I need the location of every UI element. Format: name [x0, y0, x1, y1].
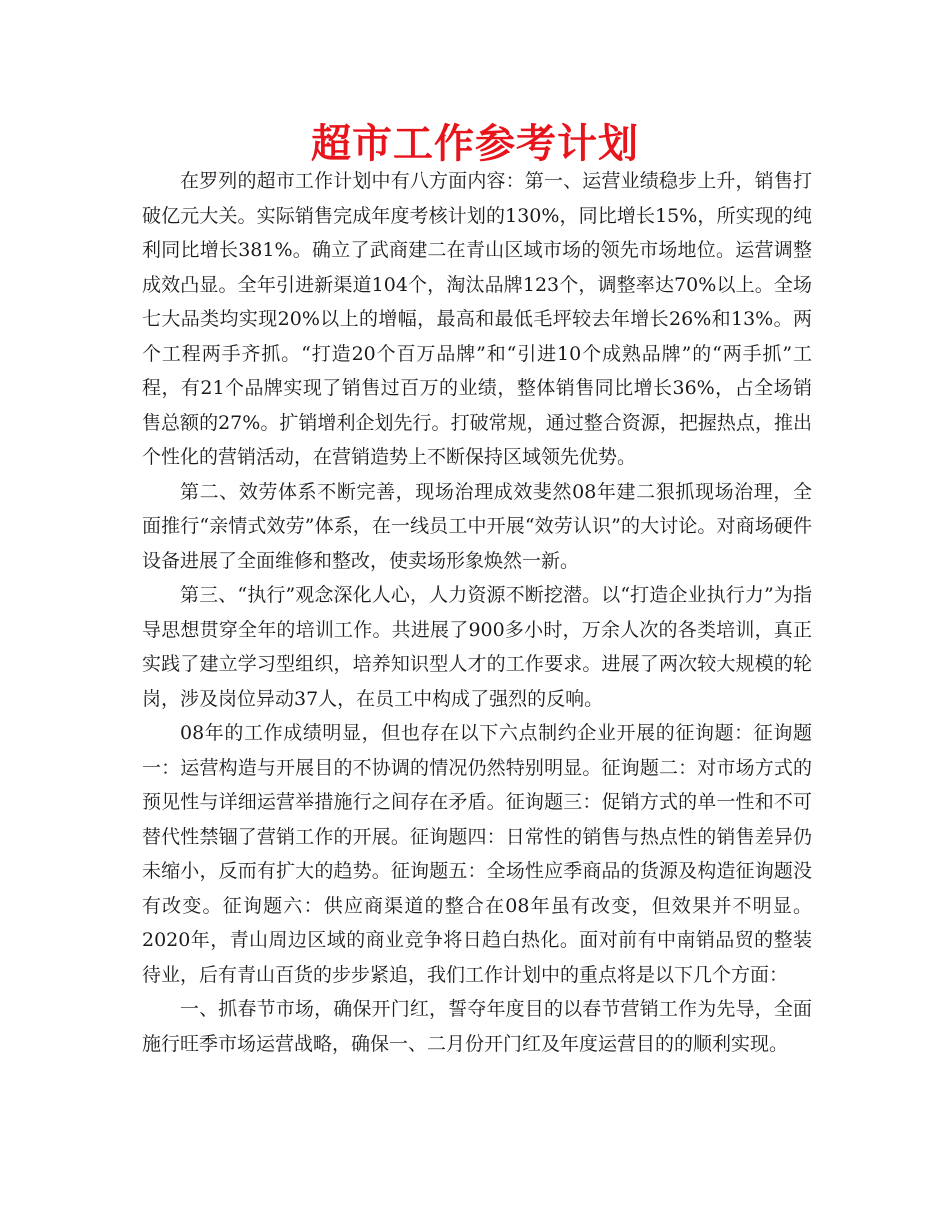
- document-title: 超市工作参考计划: [311, 120, 639, 167]
- paragraph-2: 第二、效劳体系不断完善，现场治理成效斐然08年建二狠抓现场治理，全面推行“亲情式效劳”体系，在一线员工中开展“效劳认识”的大讨论。对商场硬件设备进展了全面维修和整改，使卖场形象焕然一新。: [142, 480, 812, 572]
- paragraph-1: 在罗列的超市工作计划中有八方面内容：第一、运营业绩稳步上升，销售打破亿元大关。实际销售完成年度考核计划的130%，同比增长15%，所实现的纯利同比增长381%。确立了武商建二在青山区域市场的领先市场地位。运营调整成效凸显。全年引进新渠道104个，淘汰品牌123个，调整率达70%以上。全场七大品类均实现20%以上的增幅，最高和最低毛坪较去年增长26%和13%。两个工程两手齐抓。“打造20个百万品牌”和“引进10个成熟品牌”的“两手抓”工程，有21个品牌实现了销售过百万的业绩，整体销售同比增长36%，占全场销售总额的27%。扩销增利企划先行。打破常规，通过整合资源，把握热点，推出个性化的营销活动，在营销造势上不断保持区域领先优势。: [142, 170, 812, 468]
- paragraph-4: 08年的工作成绩明显，但也存在以下六点制约企业开展的征询题：征询题一：运营构造与开展目的不协调的情况仍然特别明显。征询题二：对市场方式的预见性与详细运营举措施行之间存在矛盾。征询题三：促销方式的单一性和不可替代性禁锢了营销工作的开展。征询题四：日常性的销售与热点性的销售差异仍未缩小，反而有扩大的趋势。征询题五：全场性应季商品的货源及构造征询题没有改变。征询题六：供应商渠道的整合在08年虽有改变，但效果并不明显。2020年，青山周边区域的商业竞争将日趋白热化。面对前有中南销品贸的整装待业，后有青山百货的步步紧追，我们工作计划中的重点将是以下几个方面：: [142, 722, 812, 986]
- paragraph-5: 一、抓春节市场，确保开门红，誓夺年度目的以春节营销工作为先导，全面施行旺季市场运营战略，确保一、二月份开门红及年度运营目的的顺利实现。: [142, 998, 812, 1055]
- paragraph-3: 第三、“执行”观念深化人心，人力资源不断挖潜。以“打造企业执行力”为指导思想贯穿全年的培训工作。共进展了900多小时，万余人次的各类培训，真正实践了建立学习型组织，培养知识型人才的工作要求。进展了两次较大规模的轮岗，涉及岗位异动37人，在员工中构成了强烈的反响。: [142, 584, 812, 710]
- document-body: [142, 164, 812, 1061]
